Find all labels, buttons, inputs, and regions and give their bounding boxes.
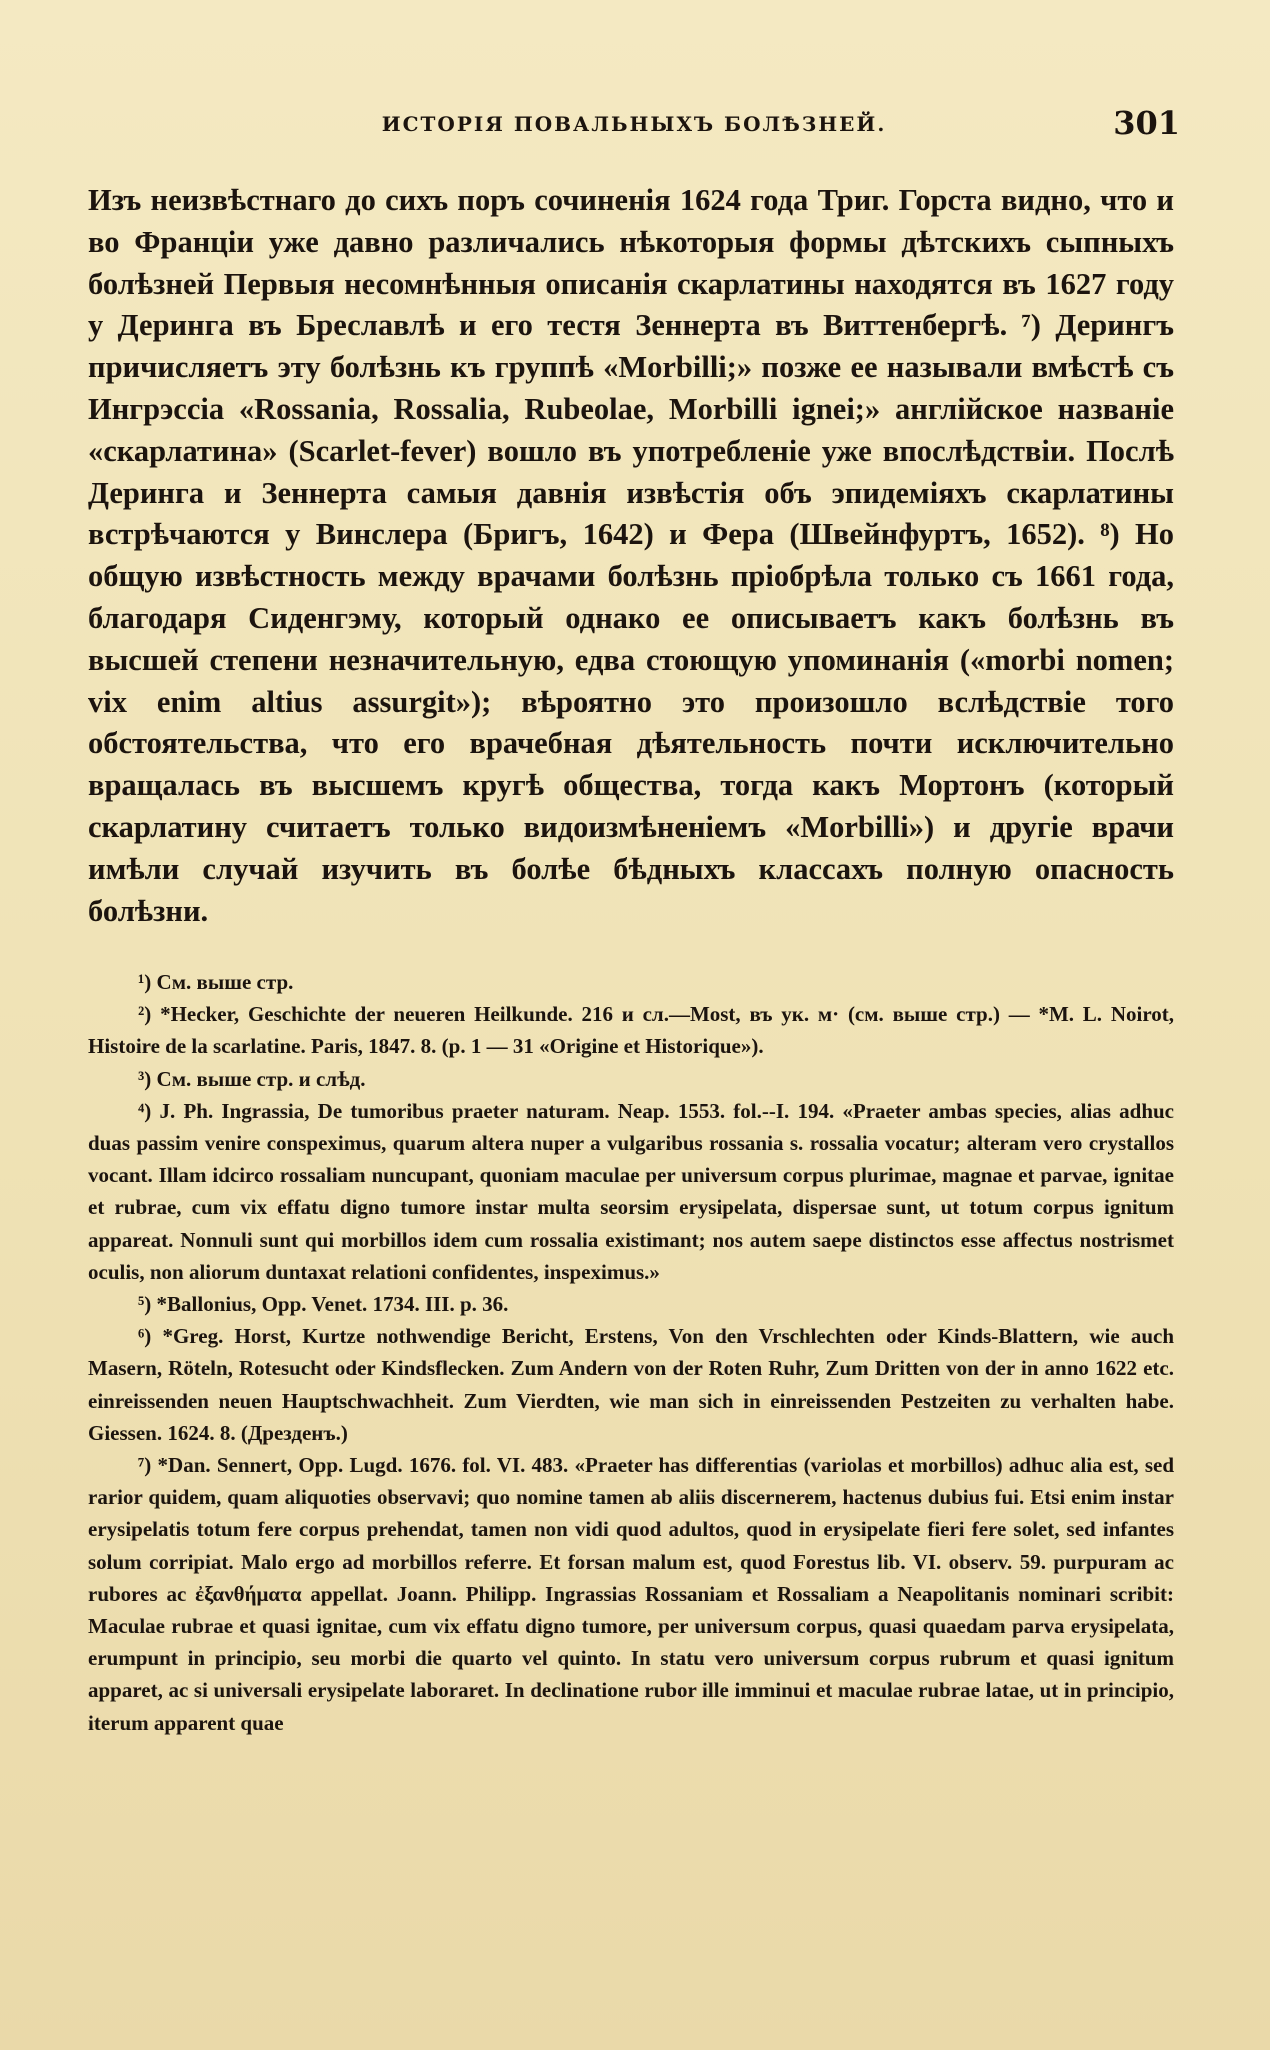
footnote-text: *Ballonius, Opp. Venet. 1734. III. p. 36. — [156, 1292, 509, 1317]
footnote-marker: ⁷) — [138, 1453, 152, 1478]
footnote-1 — [88, 966, 1174, 998]
running-head: ИСТОРІЯ ПОВАЛЬНЫХЪ БОЛѢЗНЕЙ. — [381, 112, 887, 136]
footnote-text: *Greg. Horst, Kurtze nothwendige Bericht, Erstens, Von den Vrschlechten oder Kinds-Blattern, wie auch Masern, Röteln, Rotesucht oder Kindsflecken. Zum Andern von der Roten Ruhr, Zum Dritten von der in anno 1622 etc. einreissenden neuen Hauptschwachheit. Zum Vierdten, wie man sich in einreissenden Pestzeiten zu verhalten habe. Giessen. 1624. 8. (Дрезденъ.) — [88, 1324, 1175, 1445]
footnote-marker: ⁴) — [138, 1098, 152, 1123]
footnote-marker: ⁵) — [138, 1292, 152, 1317]
body-paragraph: Изъ неизвѣстнаго до сихъ поръ сочиненія 1624 года Триг. Горста видно, что и во Франціи уже давно различались нѣкоторыя формы дѣтскихъ сыпныхъ болѣзней Первыя несомнѣнныя описанія скарлатины находятся въ 1627 году у Деринга въ Бреславлѣ и его тестя Зеннерта въ Виттенбергѣ. ⁷) Дерингъ причисляетъ эту болѣзнь къ группѣ «Morbilli;» позже ее называли вмѣстѣ съ Ингрэссіа «Rossania, Rossalia, Rubeolae, Morbilli ignei;» англійское названіе «скарлатина» (Scarlet-fever) вошло въ употребленіе уже впослѣдствіи. Послѣ Деринга и Зеннерта самыя давнія извѣстія объ эпидеміяхъ скарлатины встрѣчаются у Винслера (Бригъ, 1642) и Фера (Швейнфуртъ, 1652). ⁸) Но общую извѣстность между врачами болѣзнь пріобрѣла только съ 1661 года, благодаря Сиденгэму, который однако ее описываетъ какъ болѣзнь въ высшей степени незначительную, едва стоющую упоминанія («morbi nomen; vix enim altius assurgit»); вѣроятно это произошло вслѣдствіе того обстоятельства, что его врачебная дѣятельность почти исключительно вращалась въ высшемъ кругѣ общества, тогда какъ Мортонъ (который скарлатину считаетъ только видоизмѣненіемъ «Morbilli») и другіе врачи имѣли случай изучить въ болѣе бѣдныхъ классахъ полную опасность болѣзни. — [88, 183, 1174, 928]
footnote-text: *Dan. Sennert, Opp. Lugd. 1676. fol. VI. 483. «Praeter has differentias (variolas et morbillos) adhuc alia est, sed rarior quidem, quam aliquoties observavi; quo nomine tamen ab aliis discernerem, hactenus dubius fui. Etsi enim instar erysipelatis totum fere corpus prehendat, tamen non vidi quod adultos, quod in erysipelate fieri fere solet, sed infantes solum corripiat. Malo ergo ad morbillos referre. Et forsan malum est, quod Forestus lib. VI. observ. 59. purpuram ac rubores ac ἐξανθήματα appellat. Joann. Philipp. Ingrassias Rossaniam et Rossaliam a Neapolitanis nominari scribit: Maculae rubrae et quasi ignitae, cum vix effatu digno tumore, per universum corpus, quasi quaedam parva erysipelata, erumpunt in principio, seu morbi die quarto vel quinto. In statu vero universum corpus rubrum et quasi ignitum apparet, ac si universali erysipelate laboraret. In declinatione rubor ille imminui et maculae rubrae latae, ut in principio, iterum apparent quae — [88, 1453, 1175, 1735]
footnote-7 — [88, 1449, 1174, 1739]
footnote-3 — [88, 1063, 1174, 1095]
footnote-marker: ³) — [138, 1066, 152, 1091]
footnote-text: См. выше стр. и слѣд. — [156, 1066, 366, 1091]
footnote-5 — [88, 1288, 1174, 1320]
footnote-marker: ¹) — [138, 970, 152, 994]
footnote-text: *Hecker, Geschichte der neueren Heilkunde. 216 и сл.—Most, въ ук. м· (см. выше стр.) — *M. L. Noirot, Histoire de la scarlatine. Paris, 1847. 8. (p. 1 — 31 «Origine et Historique»). — [88, 1002, 1174, 1059]
main-text — [88, 180, 1174, 932]
footnote-4 — [88, 1095, 1174, 1288]
footnote-6 — [88, 1320, 1174, 1449]
page-number: 301 — [1113, 104, 1180, 142]
footnote-marker: ²) — [138, 1002, 152, 1027]
footnote-text: J. Ph. Ingrassia, De tumoribus praeter naturam. Neap. 1553. fol.--I. 194. «Praeter ambas species, alias adhuc duas passim venire conspeximus, quarum altera nuper a vulgaribus rossania s. rossalia vocatur; alteram vero crystallos vocant. Illam idcirco rossaliam nuncupant, quoniam maculae per universum corpus plurimae, magnae et parvae, ignitae et rubrae, cum vix effatu digno tumore instar multa seorsim erysipelata, dispersae sunt, ut totum corpus ignitum appareat. Nonnuli sunt qui morbillos idem cum rossalia existimant; nos autem saepe distinctos esse affectus nostrismet oculis, non aliorum duntaxat relationi confidentes, inspeximus.» — [88, 1098, 1175, 1284]
page-header — [88, 104, 1180, 144]
footnote-marker: ⁶) — [138, 1324, 152, 1349]
footnote-2 — [88, 998, 1174, 1062]
footnotes — [88, 966, 1174, 1739]
footnote-text: См. выше стр. — [156, 970, 294, 994]
